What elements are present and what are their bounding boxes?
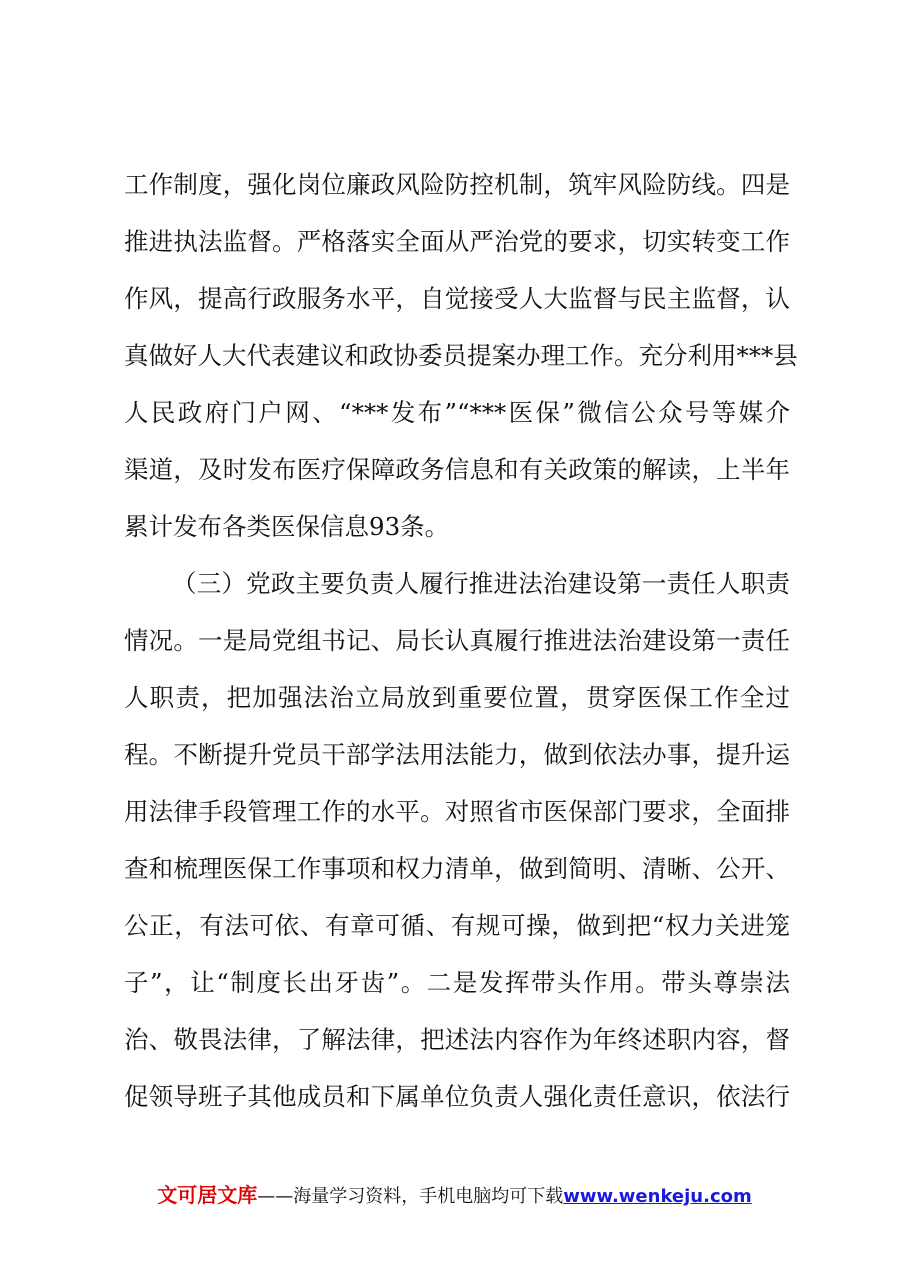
paragraph-line: 程。不断提升党员干部学法用法能力，做到依法办事，提升运 — [124, 740, 790, 769]
section-heading-line: （三）党政主要负责人履行推进法治建设第一责任人职责 — [172, 569, 790, 598]
paragraph-line: 真做好人大代表建议和政协委员提案办理工作。充分利用***县 — [124, 341, 798, 370]
footer-url-link[interactable]: www.wenkeju.com — [563, 1186, 752, 1207]
paragraph-line: 用法律手段管理工作的水平。对照省市医保部门要求，全面排 — [124, 797, 790, 826]
paragraph-line: 情况。一是局党组书记、局长认真履行推进法治建设第一责任 — [124, 626, 790, 655]
page-footer — [0, 1182, 909, 1210]
paragraph-line: 推进执法监督。严格落实全面从严治党的要求，切实转变工作 — [124, 227, 790, 256]
footer-tagline: ——海量学习资料，手机电脑均可下载 — [257, 1186, 564, 1207]
paragraph-line: 人职责，把加强法治立局放到重要位置，贯穿医保工作全过 — [124, 683, 790, 712]
paragraph-line: 渠道，及时发布医疗保障政务信息和有关政策的解读，上半年 — [124, 455, 790, 484]
paragraph-line: 子”，让“制度长出牙齿”。二是发挥带头作用。带头尊崇法 — [124, 968, 790, 997]
paragraph-line: 工作制度，强化岗位廉政风险防控机制，筑牢风险防线。四是 — [124, 170, 790, 199]
footer-brand: 文可居文库 — [157, 1183, 258, 1207]
paragraph-line: 促领导班子其他成员和下属单位负责人强化责任意识，依法行 — [124, 1082, 790, 1111]
paragraph-line: 累计发布各类医保信息93条。 — [124, 512, 450, 541]
paragraph-line: 作风，提高行政服务水平，自觉接受人大监督与民主监督，认 — [124, 284, 790, 313]
paragraph-line: 治、敬畏法律，了解法律，把述法内容作为年终述职内容，督 — [124, 1025, 790, 1054]
paragraph-line: 公正，有法可依、有章可循、有规可操，做到把“权力关进笼 — [124, 911, 790, 940]
paragraph-line: 人民政府门户网、“***发布”“***医保”微信公众号等媒介 — [124, 398, 790, 427]
paragraph-line: 查和梳理医保工作事项和权力清单，做到简明、清晰、公开、 — [124, 854, 790, 883]
